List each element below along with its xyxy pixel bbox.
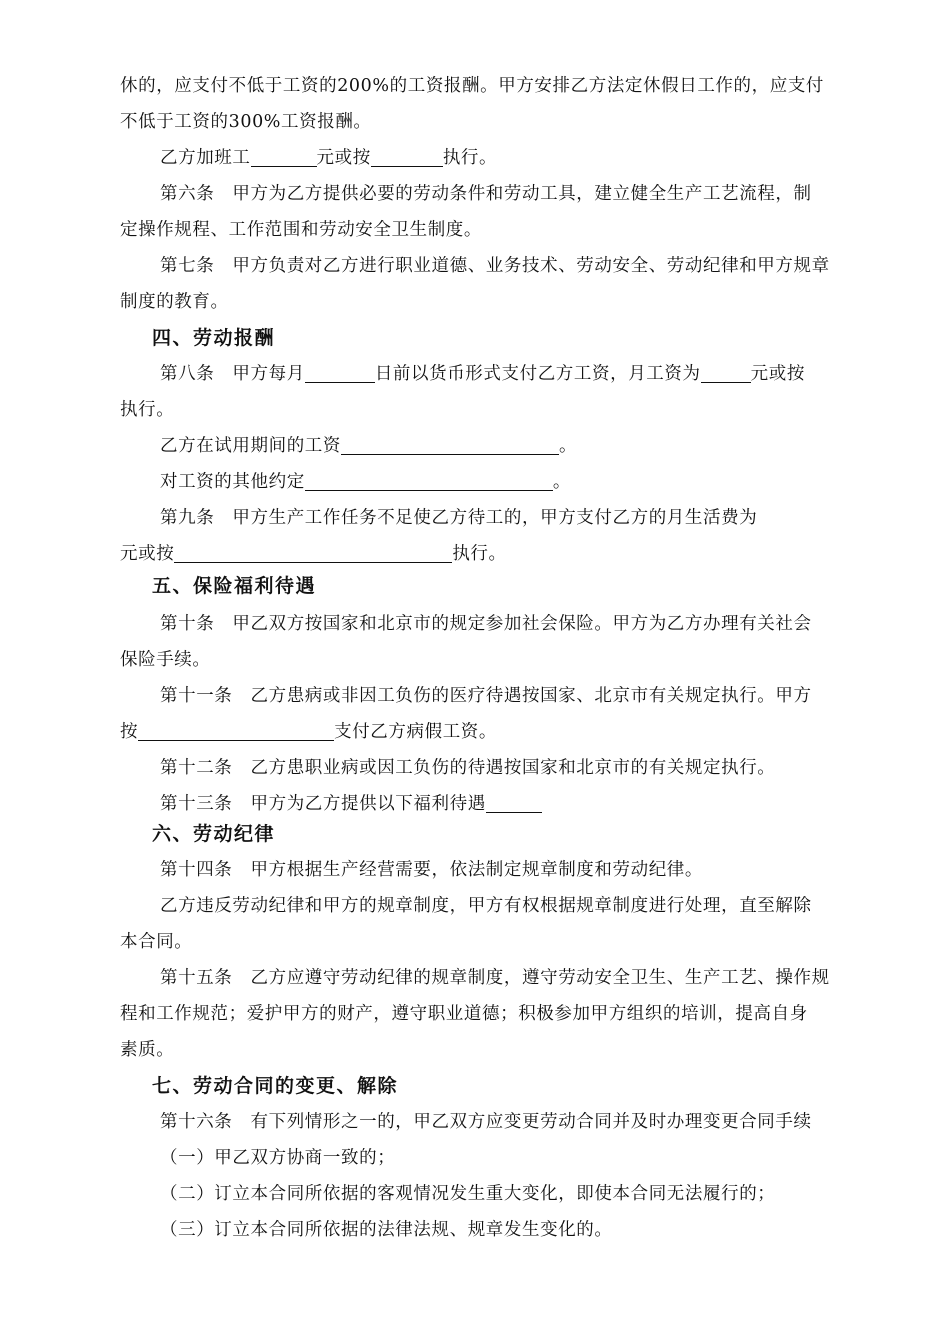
paragraph-line: 定操作规程、工作范围和劳动安全卫生制度。 bbox=[120, 220, 482, 240]
section-heading-6: 六、劳动纪律 bbox=[152, 823, 276, 845]
probation-wage-blank[interactable] bbox=[341, 432, 559, 455]
article-9-text: 元或按 bbox=[120, 544, 175, 564]
list-item: （二）订立本合同所依据的客观情况发生重大变化，即使本合同无法履行的； bbox=[160, 1184, 776, 1204]
article-16-line: 第十六条 有下列情形之一的，甲乙双方应变更劳动合同并及时办理变更合同手续 bbox=[160, 1112, 812, 1132]
other-wage-blank[interactable] bbox=[305, 468, 553, 491]
article-10-line: 第十条 甲乙双方按国家和北京市的规定参加社会保险。甲方为乙方办理有关社会 bbox=[160, 614, 812, 634]
article-11-text: 支付乙方病假工资。 bbox=[334, 722, 498, 742]
article-9-line: 第九条 甲方生产工作任务不足使乙方待工的，甲方支付乙方的月生活费为 bbox=[160, 508, 758, 528]
overtime-end: 执行。 bbox=[442, 148, 498, 168]
article-9-text: 执行。 bbox=[452, 544, 507, 564]
probation-wage-label: 乙方在试用期间的工资 bbox=[160, 436, 341, 456]
section-heading-4: 四、劳动报酬 bbox=[152, 327, 276, 349]
article-11-text: 按 bbox=[120, 722, 139, 742]
paragraph-line: 乙方违反劳动纪律和甲方的规章制度，甲方有权根据规章制度进行处理，直至解除 bbox=[160, 896, 812, 916]
article-9-line-2 bbox=[120, 536, 832, 572]
welfare-blank[interactable] bbox=[486, 790, 542, 813]
overtime-line bbox=[160, 140, 832, 176]
list-item: （三）订立本合同所依据的法律法规、规章发生变化的。 bbox=[160, 1220, 613, 1240]
other-wage-line bbox=[160, 464, 832, 500]
list-item: （一）甲乙双方协商一致的； bbox=[160, 1148, 396, 1168]
section-heading-5: 五、保险福利待遇 bbox=[152, 575, 317, 597]
overtime-amount-blank[interactable] bbox=[251, 144, 317, 167]
article-13-text: 第十三条 甲方为乙方提供以下福利待遇 bbox=[160, 794, 486, 814]
paragraph-line: 制度的教育。 bbox=[120, 292, 229, 312]
article-8-line bbox=[160, 356, 832, 392]
other-wage-label: 对工资的其他约定 bbox=[160, 472, 305, 492]
article-11-line-2 bbox=[120, 714, 832, 750]
paragraph-line: 程和工作规范；爱护甲方的财产，遵守职业道德；积极参加甲方组织的培训，提高自身 bbox=[120, 1004, 808, 1024]
overtime-label: 乙方加班工 bbox=[160, 148, 251, 168]
punctuation: 。 bbox=[559, 436, 578, 456]
article-11-line: 第十一条 乙方患病或非因工负伤的医疗待遇按国家、北京市有关规定执行。甲方 bbox=[160, 686, 812, 706]
sick-pay-blank[interactable] bbox=[138, 718, 334, 741]
article-15-line: 第十五条 乙方应遵守劳动纪律的规章制度，遵守劳动安全卫生、生产工艺、操作规 bbox=[160, 968, 830, 988]
section-heading-7: 七、劳动合同的变更、解除 bbox=[152, 1075, 399, 1097]
article-8-text: 日前以货币形式支付乙方工资，月工资为 bbox=[374, 364, 701, 384]
punctuation: 。 bbox=[552, 472, 571, 492]
article-8-text: 元或按 bbox=[750, 364, 805, 384]
pay-day-blank[interactable] bbox=[305, 360, 375, 383]
article-12-line: 第十二条 乙方患职业病或因工负伤的待遇按国家和北京市的有关规定执行。 bbox=[160, 758, 776, 778]
article-6-line: 第六条 甲方为乙方提供必要的劳动条件和劳动工具，建立健全生产工艺流程，制 bbox=[160, 184, 812, 204]
overtime-standard-blank[interactable] bbox=[371, 144, 443, 167]
paragraph-line: 不低于工资的300%工资报酬。 bbox=[120, 112, 372, 132]
living-allowance-blank[interactable] bbox=[174, 540, 452, 563]
paragraph-line: 本合同。 bbox=[120, 932, 193, 952]
monthly-wage-blank[interactable] bbox=[701, 360, 751, 383]
article-7-line: 第七条 甲方负责对乙方进行职业道德、业务技术、劳动安全、劳动纪律和甲方规章 bbox=[160, 256, 830, 276]
article-14-line: 第十四条 甲方根据生产经营需要，依法制定规章制度和劳动纪律。 bbox=[160, 860, 703, 880]
article-8-text: 第八条 甲方每月 bbox=[160, 364, 305, 384]
paragraph-line: 执行。 bbox=[120, 400, 175, 420]
paragraph-line: 素质。 bbox=[120, 1040, 175, 1060]
paragraph-line: 休的，应支付不低于工资的200%的工资报酬。甲方安排乙方法定休假日工作的，应支付 bbox=[120, 76, 825, 96]
overtime-or-label: 元或按 bbox=[316, 148, 371, 168]
paragraph-line: 保险手续。 bbox=[120, 650, 211, 670]
probation-wage-line bbox=[160, 428, 832, 464]
